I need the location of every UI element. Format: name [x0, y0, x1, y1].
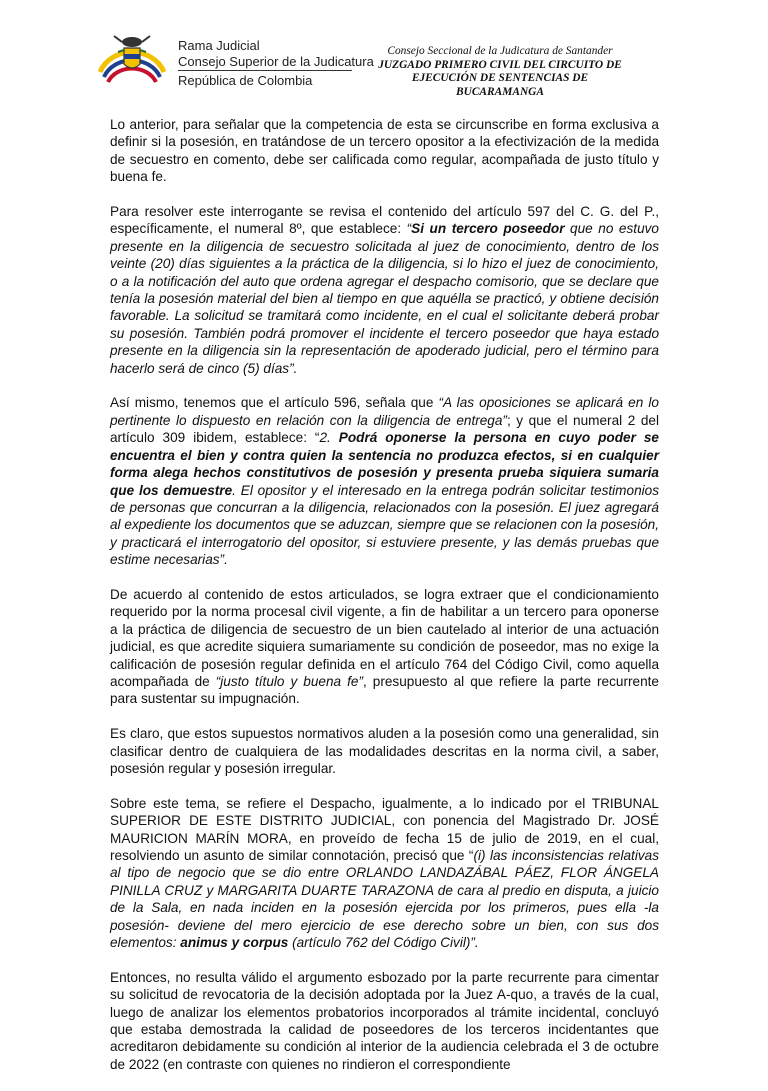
republica-label: República de Colombia: [178, 73, 313, 88]
article-309-bold-quote: Podrá oponerse la persona en cuyo poder se encuentra el bien y contra quien la sentencia no produzca efectos, si en cualquier forma alega hechos constitutivos de posesión y presenta prueba siquiera sumaria que los demuestre: [110, 430, 659, 498]
article-596-quote: “A las oposiciones se aplicará en lo pertinente lo dispuesto en relación con la diligencia de entrega”: [110, 395, 659, 428]
tribunal-quote: (i) las inconsistencias relativas al tipo de negocio que se dio entre ORLANDO LANDAZÁBAL PÁEZ, FLOR ÁNGELA PINILLA CRUZ y MARGARITA DUARTE TARAZONA de cara al predio en disputa, a juicio de la Sala, en nada inciden en la posesión ejercida por los primeros, pues ella -la posesión- deviene del mero ejercicio de ese derecho sobre un bien, con sus dos elementos:: [110, 847, 659, 951]
consejo-seccional-label: Consejo Seccional de la Judicatura de Santander: [387, 45, 613, 57]
juzgado-line-3: BUCARAMANGA: [456, 85, 544, 98]
paragraph-2: [110, 203, 659, 377]
paragraph-5: Es claro, que estos supuestos normativos aluden a la posesión como una generalidad, sin clasificar dentro de cualquiera de las modalidades descritas en la norma civil, a saber, posesión regular y posesión irregular.: [110, 726, 659, 776]
juzgado-line-2: EJECUCIÓN DE SENTENCIAS DE: [411, 72, 589, 84]
paragraph-2-intro: Para resolver este interrogante se revisa el contenido del artículo 597 del C. G. del P., específicamente, el numeral 8º, que establece:: [110, 204, 659, 237]
juzgado-line-1: JUZGADO PRIMERO CIVIL DEL CIRCUITO DE: [378, 58, 622, 71]
consejo-superior-label: Consejo Superior de la Judicatura: [178, 53, 374, 69]
paragraph-7: Entonces, no resulta válido el argumento esbozado por la parte recurrente para cimentar su solicitud de revocatoria de la decisión adoptada por la Juez A-quo, a través de la cual, luego de analizar los elementos probatorios incorporados al trámite incidental, concluyó que estaba demostrada la calidad de poseedores de los terceros incidentantes que acreditaron debidamente su condición al interior de la audiencia celebrada el 3 de octubre de 2022 (en contraste con quienes no rindieron el correspondiente: [110, 969, 659, 1072]
institution-name: [178, 38, 374, 69]
paragraph-3-intro: Así mismo, tenemos que el artículo 596, señala que: [110, 395, 439, 411]
article-309-quote-rest: . El opositor y el interesado en la entrega podrán solicitar testimonios de personas que concurran a la diligencia, relacionados con la posesión. El juez agregará al expediente los documentos que se aduzcan, siempre que se relacionen con la posesión, y practicará el interrogatorio del opositor, si estuviere presente, y las demás pruebas que estime necesarias”.: [110, 482, 660, 568]
paragraph-4-end: , presupuesto al que refiere la parte recurrente para sustentar su impugnación.: [110, 673, 659, 707]
court-heading: [350, 45, 650, 99]
paragraph-1: Lo anterior, para señalar que la competencia de esta se circunscribe en forma exclusiva a definir si la posesión, en tratándose de un tercero opositor a la efectivización de la medida de secuestro en comento, debe ser calificada como regular, acompañada de justo título y buena fe.: [110, 117, 659, 185]
paragraph-6-intro: Sobre este tema, se refiere el Despacho, igualmente, a lo indicado por el TRIBUNAL SUPERIOR DE ESTE DISTRITO JUDICIAL, con ponencia del Magistrado Dr. JOSÉ MAURICION MARÍN MORA, en proveído de fecha 15 de julio de 2019, en el cual, resolviendo un asunto de similar connotación, precisó que “: [110, 795, 659, 863]
tribunal-quote-end: (artículo 762 del Código Civil)”.: [288, 935, 479, 951]
animus-corpus: animus y corpus: [180, 935, 289, 951]
paragraph-3-mid: ; y que el numeral 2 del artículo 309 ibidem, establece: “: [110, 412, 659, 446]
justo-titulo-quote: “justo título y buena fe”: [215, 673, 363, 689]
quote-open: “: [406, 221, 412, 237]
paragraph-4: [110, 586, 659, 708]
paragraph-4-main: De acuerdo al contenido de estos articulados, se logra extraer que el condicionamiento requerido por la norma procesal civil vigente, a fin de habilitar a un tercero para oponerse a la práctica de diligencia de secuestro de un bien cautelado al interior de una actuación judicial, es que acredite siquiera sumariamente su condición de poseedor, mas no exige la calificación de posesión regular definida en el artículo 764 del Código Civil, como aquella acompañada de: [110, 586, 659, 689]
colombia-coat-of-arms-icon: [94, 28, 170, 92]
paragraph-3: [110, 394, 659, 568]
quote-bold-lead: Si un tercero poseedor: [411, 221, 565, 237]
article-597-quote: que no estuvo presente en la diligencia de secuestro solicitada al juez de conocimiento, dentro de los veinte (20) días siguientes a la práctica de la diligencia, si lo hizo el juez de conocimiento, o a la notificación del auto que ordena agregar el despacho comisorio, que se declare que tenía la posesión material del bien al tiempo en que aquélla se practicó, y obtiene decisión favorable. La solicitud se tramitará como incidente, en el cual el solicitante deberá probar su posesión. También podrá promover el incidente el tercero poseedor que haya estado presente en la diligencia sin la representación de apoderado judicial, pero el término para hacerlo será de cinco (5) días”.: [110, 221, 659, 376]
document-body: [110, 116, 659, 1091]
numeral-2: 2.: [319, 430, 339, 446]
rama-judicial-label: Rama Judicial: [178, 38, 260, 53]
header-divider: [178, 70, 352, 71]
paragraph-6: [110, 795, 659, 952]
